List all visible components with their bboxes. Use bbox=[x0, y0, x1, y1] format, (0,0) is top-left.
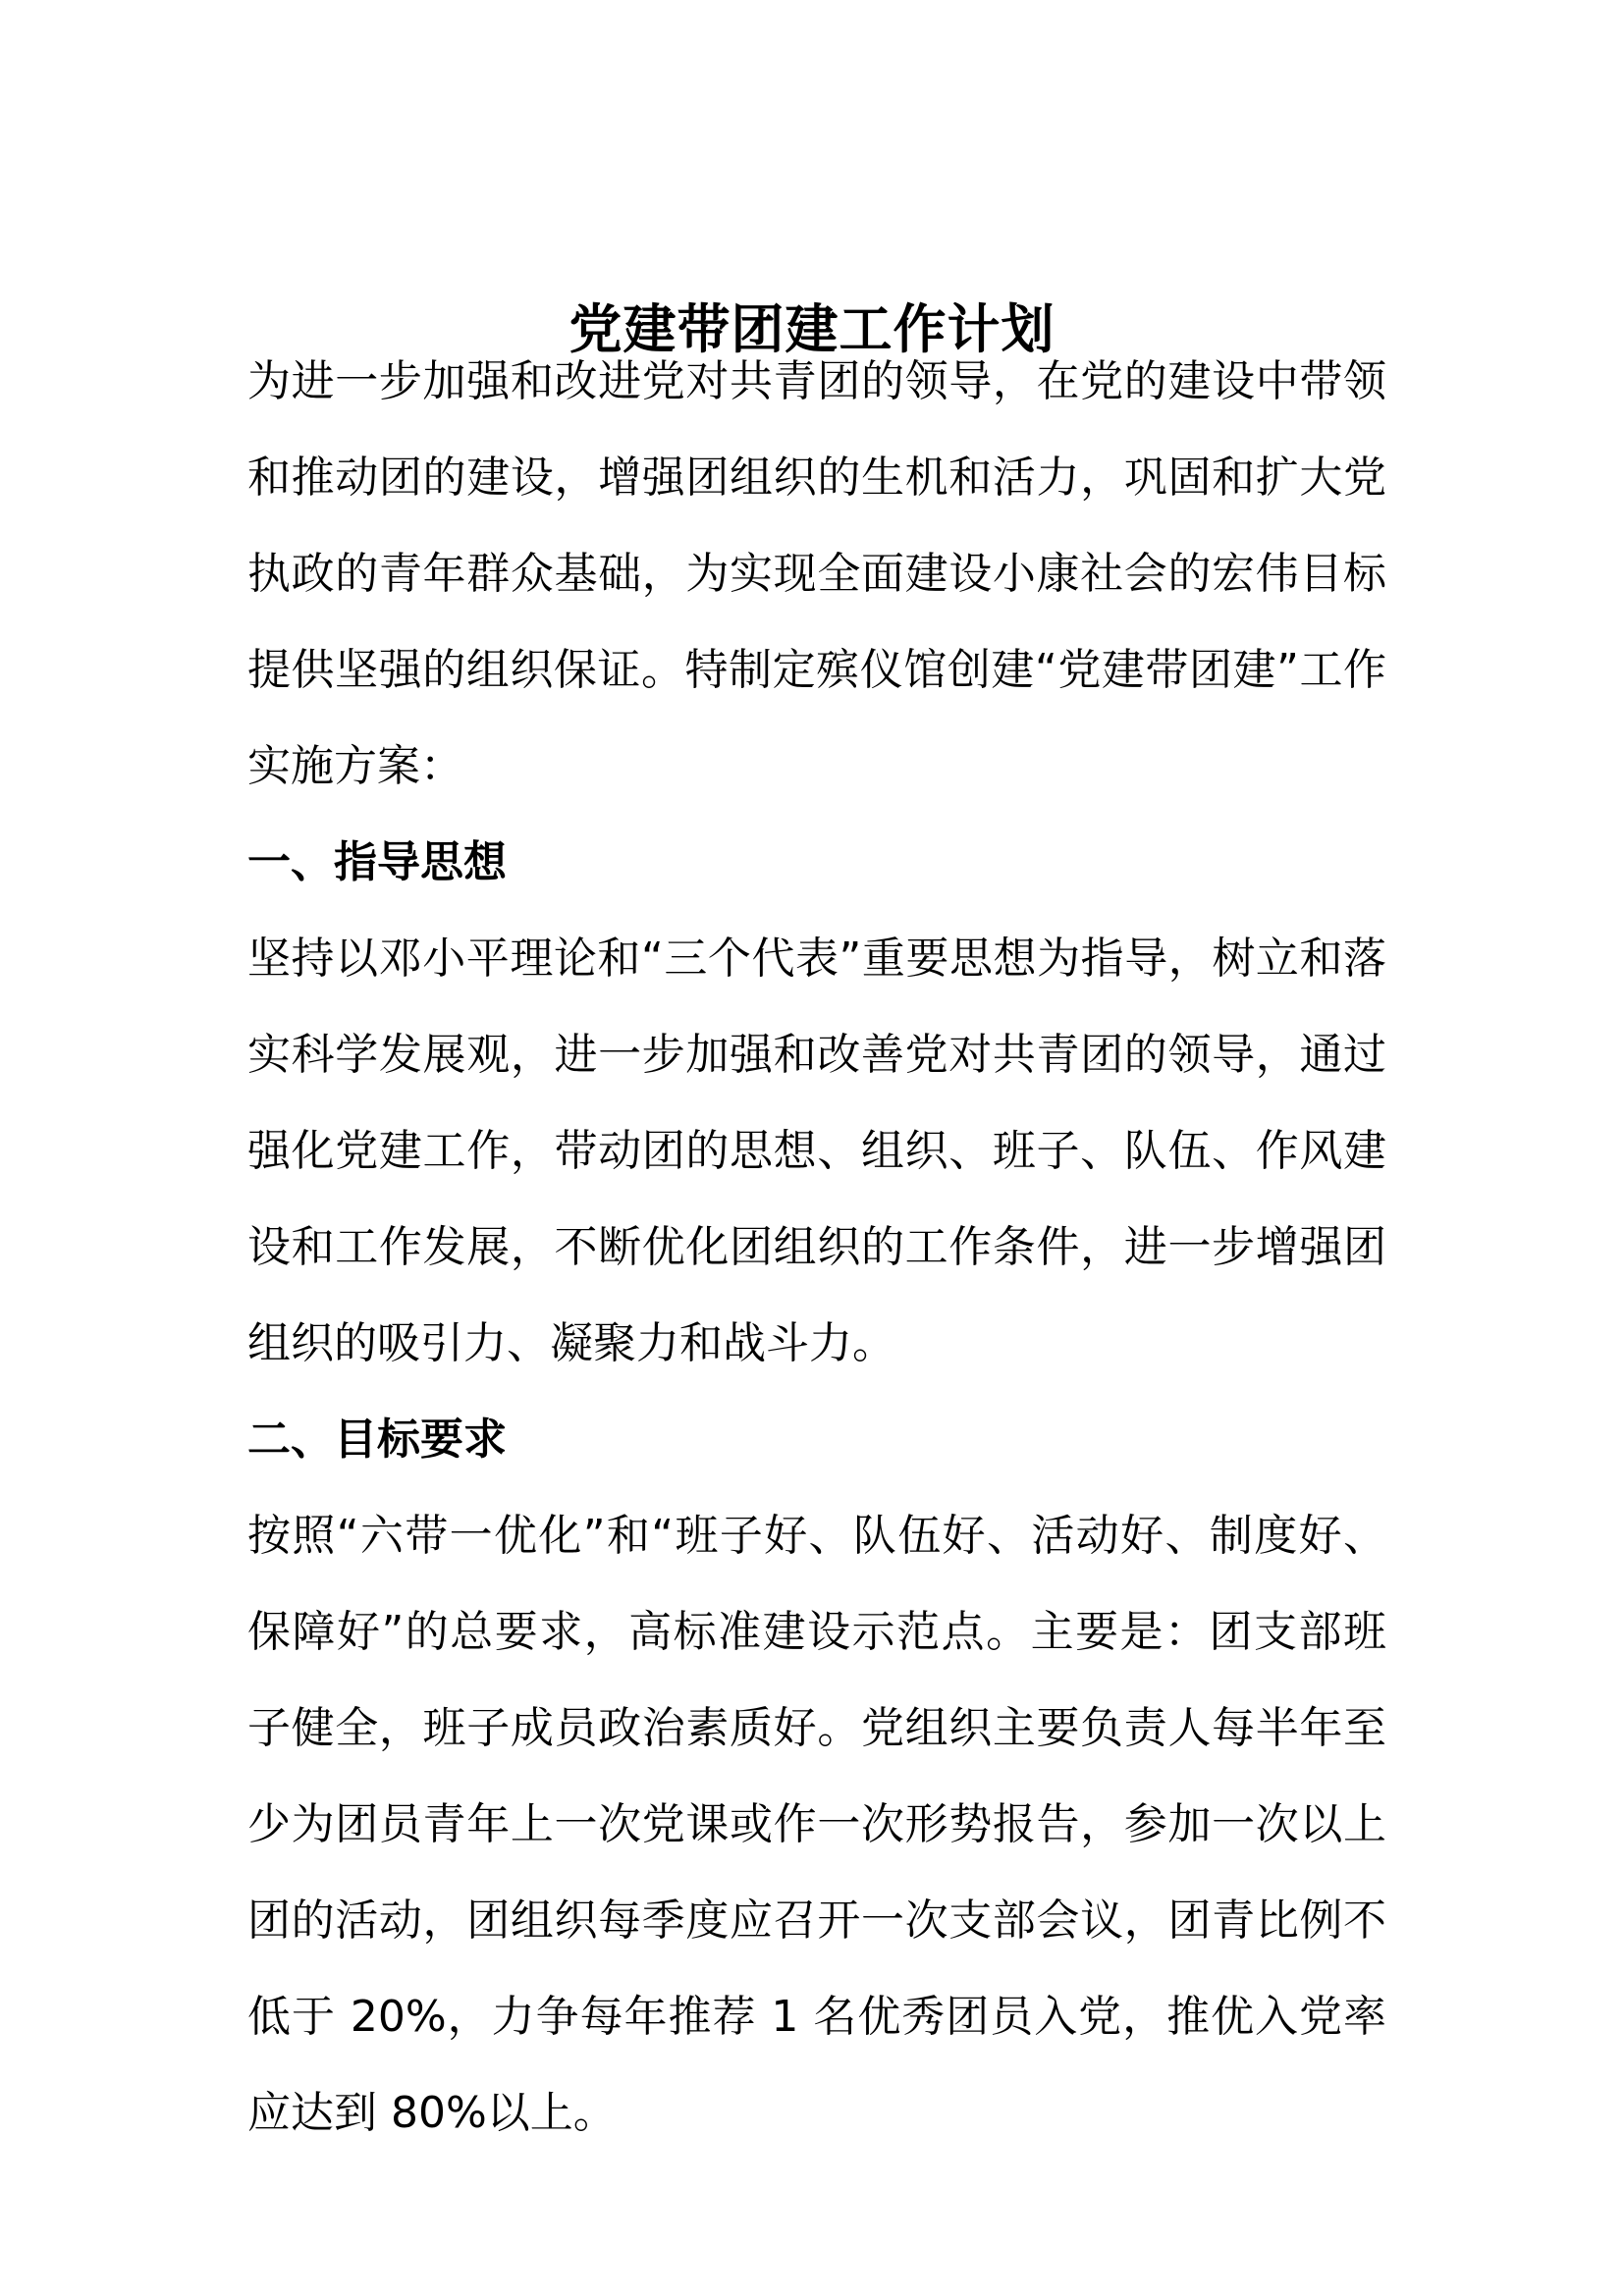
section-heading-guiding-ideology: 一、指导思想 bbox=[247, 837, 507, 887]
section-heading-goals-requirements: 二、目标要求 bbox=[247, 1415, 507, 1465]
section-body-guiding-ideology: 坚持以邓小平理论和“三个代表”重要思想为指导，树立和落实科学发展观，进一步加强和改善党对共青团的领导，通过强化党建工作，带动团的思想、组织、班子、队伍、作风建设和工作发展，不断优化团组织的工作条件，进一步增强团组织的吸引力、凝聚力和战斗力。 bbox=[247, 934, 1386, 1368]
intro-paragraph: 为进一步加强和改进党对共青团的领导，在党的建设中带领和推动团的建设，增强团组织的生机和活力，巩固和扩大党执政的青年群众基础，为实现全面建设小康社会的宏伟目标提供坚强的组织保证。特制定殡仪馆创建“党建带团建”工作实施方案： bbox=[247, 356, 1386, 791]
document-title: 党建带团建工作计划 bbox=[568, 298, 1056, 361]
section-body-goals-requirements: 按照“六带一优化”和“班子好、队伍好、活动好、制度好、保障好”的总要求，高标准建设示范点。主要是：团支部班子健全，班子成员政治素质好。党组织主要负责人每半年至少为团员青年上一次党课或作一次形势报告，参加一次以上团的活动，团组织每季度应召开一次支部会议，团青比例不低于 20%，力争每年推荐 1 名优秀团员入党，推优入党率应达到 80%以上。 bbox=[247, 1511, 1386, 2138]
